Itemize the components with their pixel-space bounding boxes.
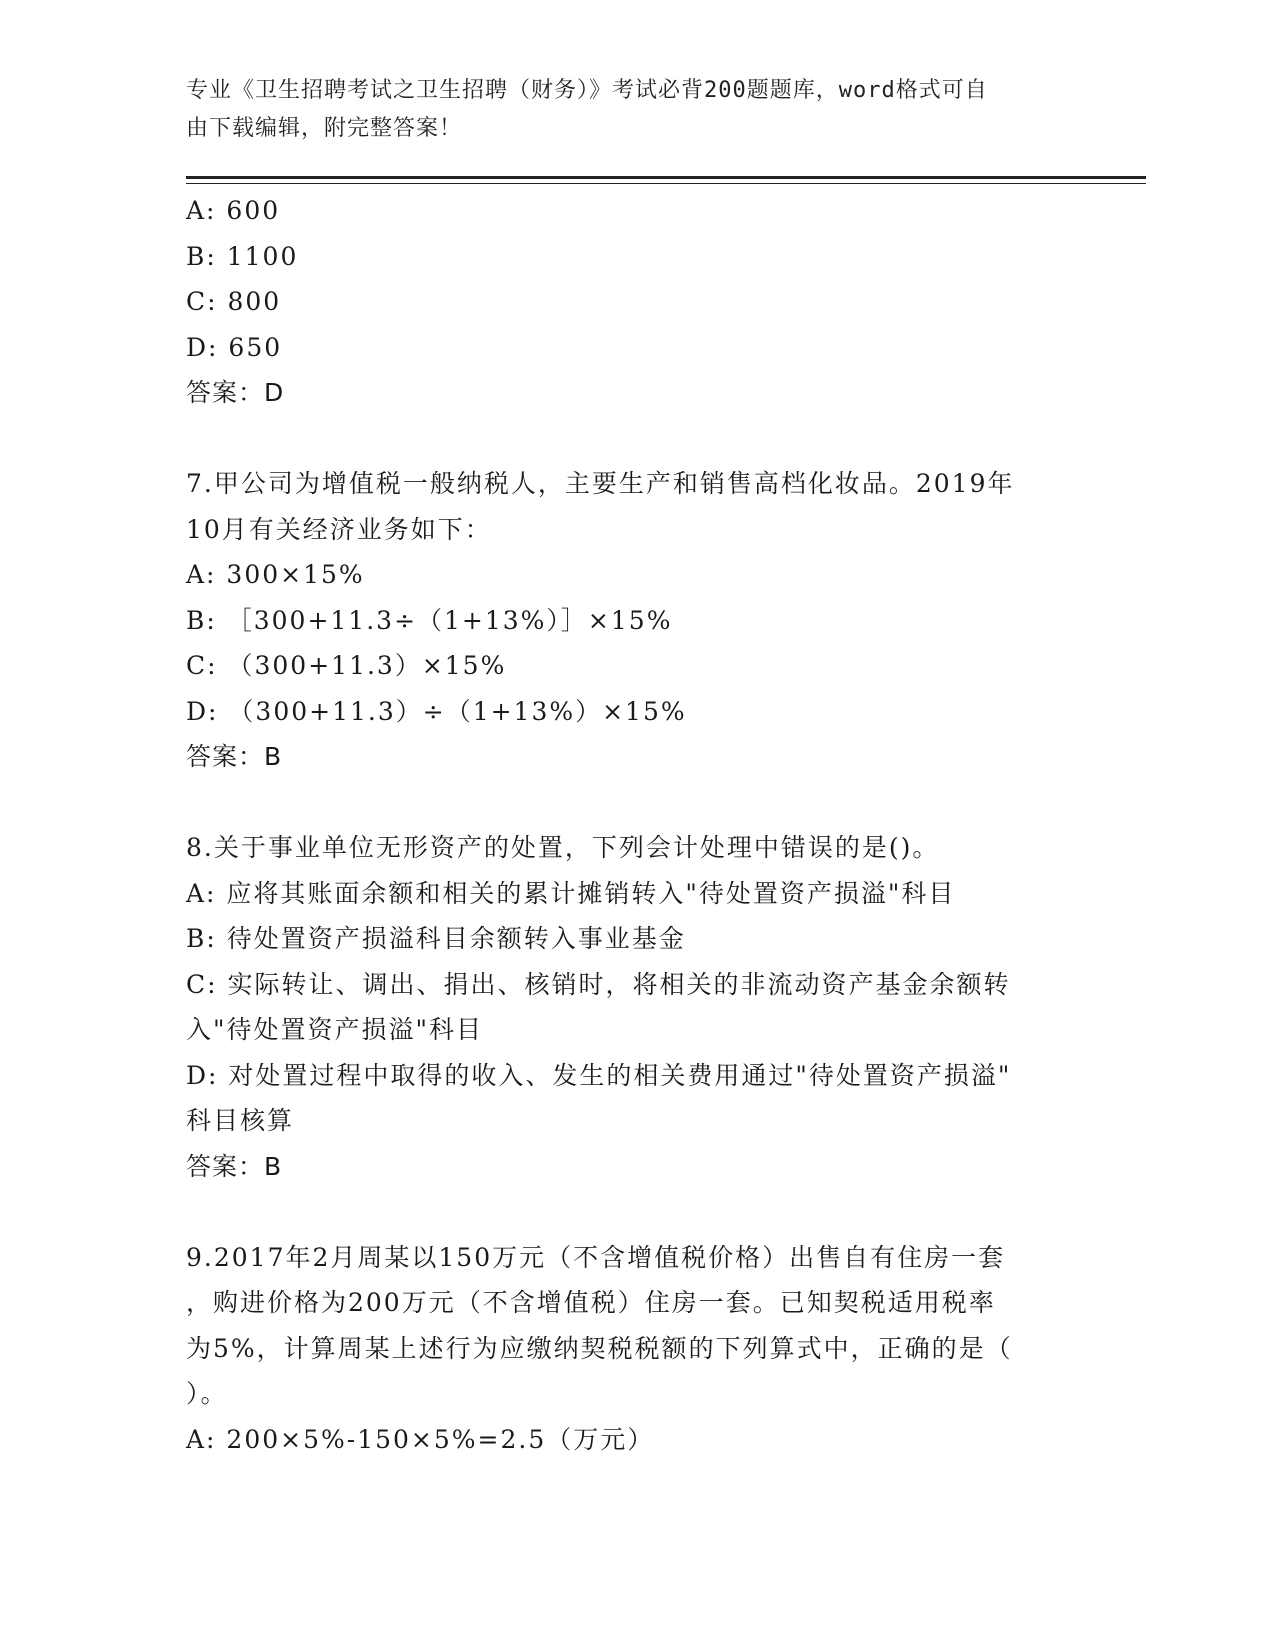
spacer <box>186 416 1076 462</box>
q8-answer: 答案：B <box>186 1151 283 1181</box>
q7-answer: 答案：B <box>186 742 283 771</box>
document-header <box>186 72 1066 148</box>
header-divider-thick <box>186 176 1146 179</box>
q6-option-d: D: 650 <box>186 332 283 362</box>
question-content <box>186 188 1076 1462</box>
q8-option-d-line-2: 科目核算 <box>186 1106 295 1135</box>
q9-option-a: A: 200×5%-150×5%=2.5（万元） <box>186 1424 655 1454</box>
q7-option-d: D: （300+11.3）÷（1+13%）×15% <box>186 696 687 726</box>
q8-option-d-line-1: D: 对处置过程中取得的收入、发生的相关费用通过"待处置资产损溢" <box>186 1060 1012 1090</box>
question-7-block <box>186 461 1076 780</box>
q8-option-b: B: 待处置资产损溢科目余额转入事业基金 <box>186 924 686 953</box>
q9-stem-line-4: ）。 <box>186 1379 228 1408</box>
q7-option-a: A: 300×15% <box>186 560 365 589</box>
q8-stem: 8.关于事业单位无形资产的处置，下列会计处理中错误的是()。 <box>186 833 940 862</box>
q9-stem-line-3: 为5%，计算周某上述行为应缴纳契税税额的下列算式中，正确的是（ <box>186 1333 1013 1363</box>
header-title-line-2: 由下载编辑，附完整答案！ <box>186 116 463 141</box>
q7-option-c: C: （300+11.3）×15% <box>186 651 507 680</box>
q8-option-c-line-2: 入"待处置资产损溢"科目 <box>186 1015 483 1044</box>
question-6-block <box>186 188 1076 416</box>
spacer <box>186 780 1076 826</box>
q6-option-a: A: 600 <box>186 196 281 225</box>
q8-option-a: A: 应将其账面余额和相关的累计摊销转入"待处置资产损溢"科目 <box>186 878 956 908</box>
question-9-block <box>186 1235 1076 1463</box>
q9-stem-line-2: ，购进价格为200万元（不含增值税）住房一套。已知契税适用税率 <box>186 1288 996 1317</box>
q9-stem-line-1: 9.2017年2月周某以150万元（不含增值税价格）出售自有住房一套 <box>186 1242 1006 1272</box>
q6-option-c: C: 800 <box>186 287 282 316</box>
q7-stem-line-2: 10月有关经济业务如下： <box>186 514 492 544</box>
q7-option-b: B: ［300+11.3÷（1+13%）］×15% <box>186 605 673 635</box>
q8-option-c-line-1: C: 实际转让、调出、捐出、核销时，将相关的非流动资产基金余额转 <box>186 969 1011 999</box>
q6-answer: 答案：D <box>186 378 285 407</box>
spacer <box>186 1189 1076 1235</box>
header-title-line-1: 专业《卫生招聘考试之卫生招聘（财务）》考试必背200题题库，word格式可自 <box>186 78 988 103</box>
question-8-block <box>186 825 1076 1189</box>
q6-option-b: B: 1100 <box>186 241 299 271</box>
q7-stem-line-1: 7.甲公司为增值税一般纳税人，主要生产和销售高档化妆品。2019年 <box>186 469 1015 498</box>
header-divider-thin <box>186 183 1146 184</box>
